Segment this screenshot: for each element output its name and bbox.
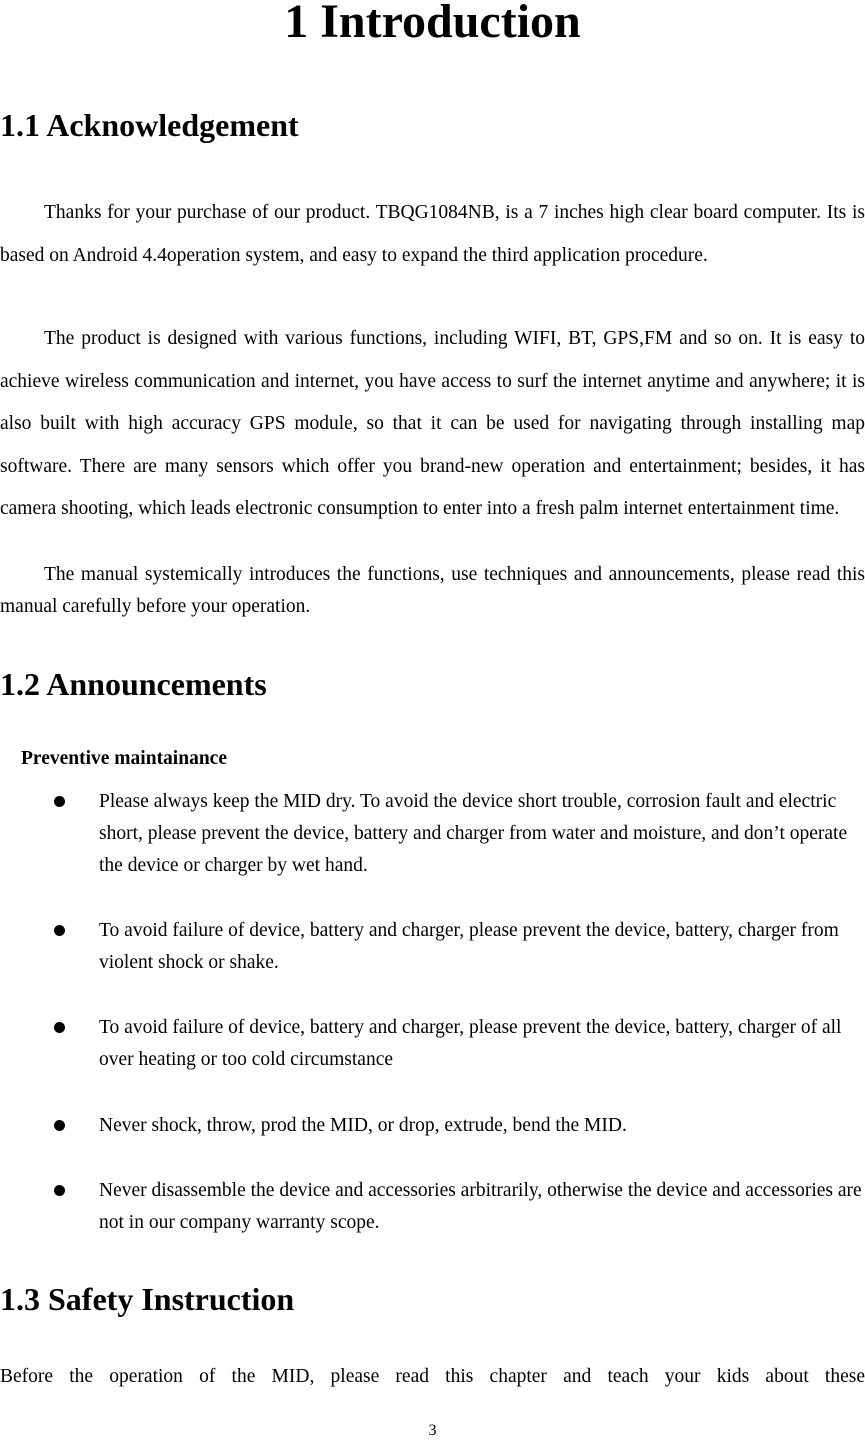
chapter-title: 1 Introduction	[284, 0, 581, 48]
bullet-text: Never shock, throw, prod the MID, or drop, extrude, bend the MID.	[99, 1115, 627, 1136]
subheading-preventive-maintainance: Preventive maintainance	[21, 748, 227, 769]
acknowledgement-paragraph-3: The manual systemically introduces the functions, use techniques and announcements, please read this manual carefully before your operation.	[0, 564, 865, 617]
bullet-list-item	[52, 1012, 865, 1076]
section-title-safety-instruction: 1.3 Safety Instruction	[0, 1281, 295, 1317]
section-title-acknowledgement: 1.1 Acknowledgement	[0, 107, 299, 143]
bullet-dot-icon	[54, 1022, 65, 1033]
bullet-list-item	[52, 1175, 865, 1239]
bullet-list-item	[52, 915, 865, 979]
bullet-text: To avoid failure of device, battery and charger, please prevent the device, battery, charger from violent shock or shake.	[99, 920, 839, 973]
bullet-dot-icon	[54, 925, 65, 936]
acknowledgement-paragraph-2: The product is designed with various functions, including WIFI, BT, GPS,FM and so on. It is easy to achieve wireless communication and internet, you have access to surf the internet anytime and anywhere; it is also built with high accuracy GPS module, so that it can be used for navigating through installing map software. There are many sensors which offer you brand-new operation and entertainment; besides, it has camera shooting, which leads electronic consumption to enter into a fresh palm internet entertainment time.	[0, 328, 865, 519]
safety-paragraph: Before the operation of the MID, please read this chapter and teach your kids about these	[0, 1366, 865, 1387]
page-number: 3	[428, 1422, 437, 1439]
bullet-dot-icon	[54, 796, 65, 807]
bullet-list-item	[52, 786, 865, 882]
bullet-dot-icon	[54, 1185, 65, 1196]
bullet-text: Never disassemble the device and accessories arbitrarily, otherwise the device and accessories are not in our company warranty scope.	[99, 1180, 862, 1233]
bullet-dot-icon	[54, 1120, 65, 1131]
section-title-announcements: 1.2 Announcements	[0, 666, 267, 702]
bullet-text: To avoid failure of device, battery and charger, please prevent the device, battery, charger of all over heating or too cold circumstance	[99, 1017, 842, 1070]
bullet-text: Please always keep the MID dry. To avoid the device short trouble, corrosion fault and electric short, please prevent the device, battery and charger from water and moisture, and don’t operate the device or charger by wet hand.	[99, 791, 848, 876]
bullet-list-item	[52, 1110, 865, 1142]
acknowledgement-paragraph-1: Thanks for your purchase of our product. TBQG1084NB, is a 7 inches high clear board computer. Its is based on Android 4.4operation system, and easy to expand the third application procedure.	[0, 202, 865, 266]
